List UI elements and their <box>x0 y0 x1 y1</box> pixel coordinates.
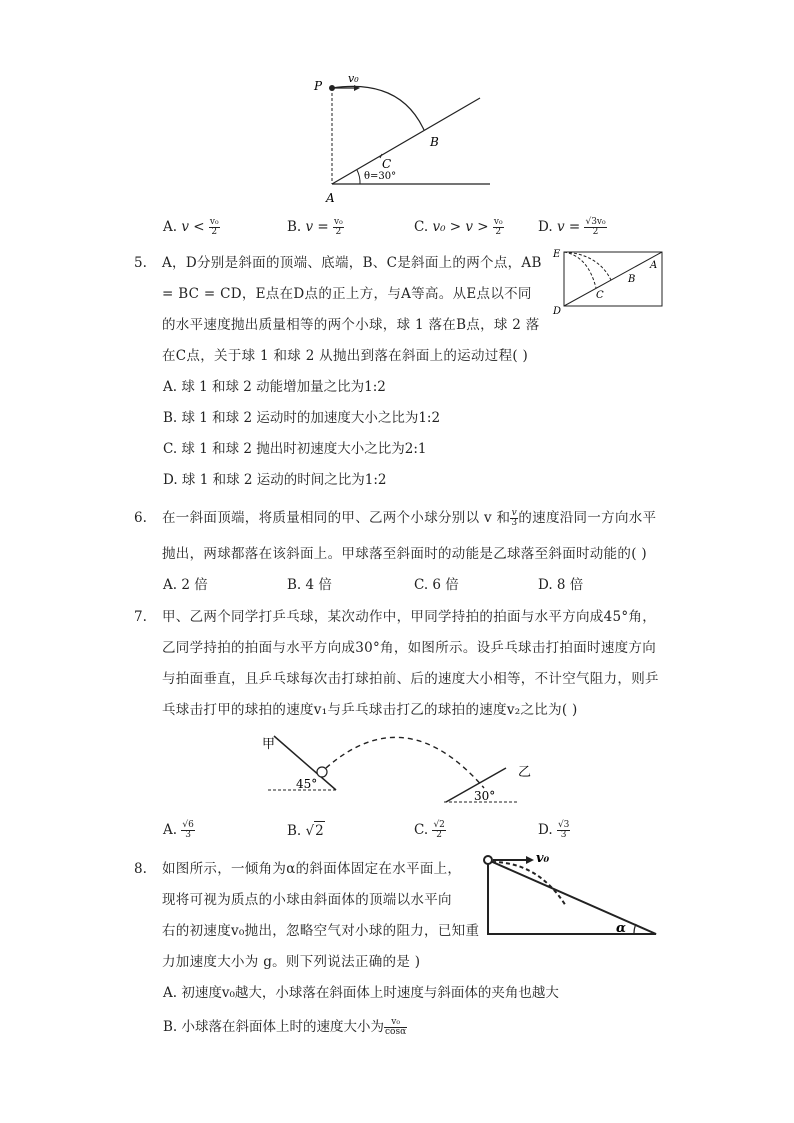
q7-option-a[interactable] <box>163 821 195 840</box>
figure-incline-alpha <box>478 848 664 940</box>
q6-number: 6. <box>134 510 147 526</box>
label-D: D <box>553 306 562 316</box>
q7-option-b[interactable]: B. √2 <box>287 823 324 839</box>
q4-option-a-frac: $\frac{\text{v₀}}{2}$ <box>209 217 219 237</box>
q8-line-1: 如图所示，一倾角为α的斜面体固定在水平面上， <box>162 861 462 877</box>
q4-option-b[interactable] <box>287 218 344 237</box>
q6-frac: $\frac{v}{3}$ <box>511 508 518 528</box>
q4-option-b-label: B. <box>287 219 302 235</box>
q4-option-d-lhs: v = <box>556 219 581 235</box>
q8-line-4: 力加速度大小为 g。则下列说法正确的是 ) <box>162 954 421 970</box>
q5-number: 5. <box>134 255 147 271</box>
q7-number: 7. <box>134 609 147 625</box>
q7-option-d-frac: $\frac{√3}{3}$ <box>557 820 570 840</box>
q6-option-c[interactable]: C. 6 倍 <box>414 577 459 593</box>
q5-option-b[interactable]: B. 球 1 和球 2 运动时的加速度大小之比为1:2 <box>163 410 441 426</box>
label-B: B <box>430 135 439 149</box>
q7-option-d[interactable] <box>538 821 570 840</box>
q4-option-c-lhs: v₀ > v > <box>432 219 489 235</box>
q4-option-a[interactable] <box>163 218 220 237</box>
q7-line-4: 乓球击打甲的球拍的速度v₁与乒乓球击打乙的球拍的速度v₂之比为( ) <box>162 702 578 718</box>
label-jia: 甲 <box>262 737 276 752</box>
q7-option-b-label: B. <box>287 823 302 839</box>
q4-option-d-frac: $\frac{\text{√3v₀}}{2}$ <box>585 217 606 237</box>
q4-option-c[interactable] <box>414 218 504 237</box>
q8-option-a[interactable]: A. 初速度v₀越大，小球落在斜面体上时速度与斜面体的夹角也越大 <box>163 985 559 1001</box>
q5-line-2: = BC = CD，E点在D点的正上方，与A等高。从E点以不同 <box>162 286 532 302</box>
label-v0: v₀ <box>536 851 550 866</box>
q7-option-a-label: A. <box>163 822 178 838</box>
label-45: 45° <box>296 777 318 791</box>
q5-option-a[interactable]: A. 球 1 和球 2 动能增加量之比为1:2 <box>163 379 386 395</box>
label-theta: θ=30° <box>364 171 397 182</box>
q8-option-b[interactable] <box>163 1018 407 1037</box>
q7-line-2: 乙同学持拍的拍面与水平方向成30°角，如图所示。设乒乓球击打拍面时速度方向 <box>162 640 657 656</box>
q4-option-a-label: A. <box>163 219 178 235</box>
q8-number: 8. <box>134 861 147 877</box>
q8-option-b-text: B. 小球落在斜面体上时的速度大小为 <box>163 1019 385 1035</box>
q4-option-a-lhs: v < <box>181 219 205 235</box>
figure-ping-pong <box>256 728 546 808</box>
q8-line-3: 右的初速度v₀抛出，忽略空气对小球的阻力，已知重 <box>162 923 480 939</box>
q7-option-c-label: C. <box>414 822 429 838</box>
q4-option-d[interactable] <box>538 218 607 237</box>
q6-option-b[interactable]: B. 4 倍 <box>287 577 332 593</box>
figure-incline-EADBC <box>548 244 670 316</box>
label-v0: v₀ <box>348 72 359 85</box>
q7-option-a-frac: $\frac{√6}{3}$ <box>182 820 194 840</box>
q7-option-c-frac: $\frac{√2}{2}$ <box>433 820 445 840</box>
q8-line-2: 现将可视为质点的小球由斜面体的顶端以水平向 <box>162 892 452 908</box>
label-C: C <box>382 157 392 171</box>
q6-line-1-a: 在一斜面顶端，将质量相同的甲、乙两个小球分别以 v 和 <box>162 510 511 526</box>
q4-option-c-frac: $\frac{\text{v₀}}{2}$ <box>493 217 503 237</box>
q5-line-4: 在C点，关于球 1 和球 2 从抛出到落在斜面上的运动过程( ) <box>162 348 529 364</box>
q7-option-c[interactable] <box>414 821 446 840</box>
q7-line-1: 甲、乙两个同学打乒乓球，某次动作中，甲同学持拍的拍面与水平方向成45°角， <box>162 609 657 625</box>
q4-option-b-lhs: v = <box>305 219 329 235</box>
q7-line-3: 与拍面垂直，且乒乓球每次击打球拍前、后的速度大小相等，不计空气阻力，则乒 <box>162 671 659 687</box>
label-B: B <box>628 274 636 285</box>
label-A: A <box>326 191 335 205</box>
label-P: P <box>314 79 323 93</box>
label-E: E <box>553 249 561 260</box>
q5-option-d[interactable]: D. 球 1 和球 2 运动的时间之比为1:2 <box>163 472 387 488</box>
q6-line-1 <box>162 509 656 528</box>
q8-option-b-frac: $\frac{\text{v₀}}{\cos\alpha}$ <box>385 1017 407 1037</box>
q7-option-b-value: 2 <box>315 823 324 839</box>
q6-option-a[interactable]: A. 2 倍 <box>163 577 208 593</box>
q7-option-d-label: D. <box>538 822 553 838</box>
label-A: A <box>650 260 658 271</box>
q4-option-c-label: C. <box>414 219 429 235</box>
q5-option-c[interactable]: C. 球 1 和球 2 抛出时初速度大小之比为2:1 <box>163 441 427 457</box>
q5-line-3: 的水平速度抛出质量相等的两个小球，球 1 落在B点，球 2 落 <box>162 317 540 333</box>
q6-line-1-b: 的速度沿同一方向水平 <box>518 510 657 526</box>
q6-option-d[interactable]: D. 8 倍 <box>538 577 584 593</box>
figure-incline-30 <box>300 68 500 208</box>
label-C: C <box>596 290 604 301</box>
label-yi: 乙 <box>518 765 532 780</box>
q5-line-1: A，D分别是斜面的顶端、底端，B、C是斜面上的两个点，AB <box>162 255 542 271</box>
q6-line-2: 抛出，两球都落在该斜面上。甲球落至斜面时的动能是乙球落至斜面时动能的( ) <box>162 546 647 562</box>
label-30: 30° <box>474 789 496 803</box>
q4-option-b-frac: $\frac{\text{v₀}}{2}$ <box>334 217 343 237</box>
label-alpha: α <box>616 921 627 936</box>
q4-option-d-label: D. <box>538 219 553 235</box>
